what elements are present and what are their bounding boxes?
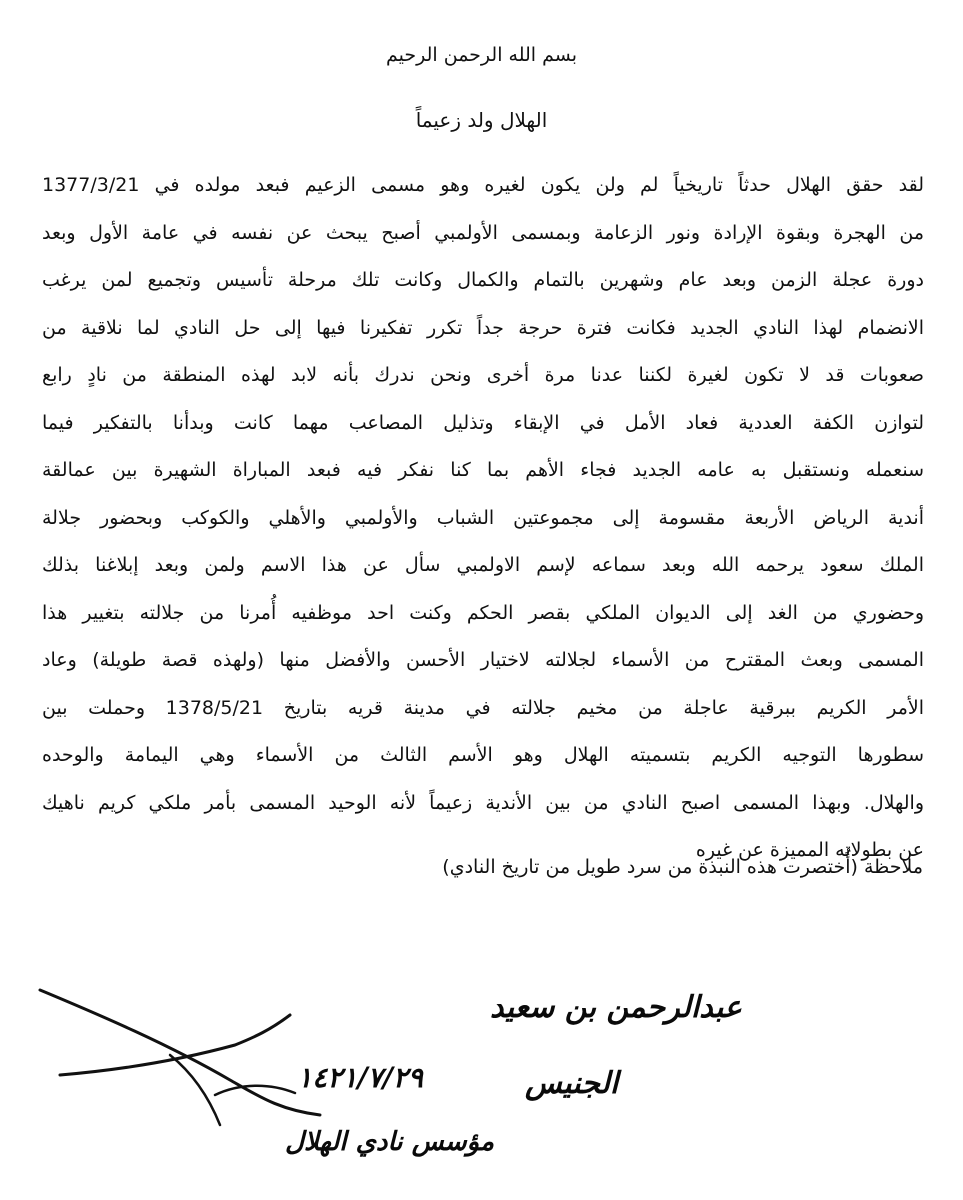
signature-flourish — [40, 990, 320, 1115]
body-line: الملك سعود يرحمه الله وبعد سماعه لإسم الاولمبي سأل عن هذا الاسم ولمن وبعد إبلاغنا بذلك — [42, 554, 924, 576]
body-line: وحضوري من الغد إلى الديوان الملكي بقصر الحكم وكنت احد موظفيه أُمرنا من جلالته بتغيير هذا — [42, 601, 924, 624]
body-line: الأمر الكريم ببرقية عاجلة من مخيم جلالته في مدينة قريه بتاريخ 1378/5/21 وحملت بين — [42, 696, 924, 719]
handwritten-signature — [20, 975, 742, 1175]
signature-flourish — [60, 1015, 290, 1075]
signature-flourish — [170, 1055, 220, 1125]
body-line: عن بطولاته المميزة عن غيره — [695, 839, 924, 861]
signature-name: عبدالرحمن بن سعيد — [490, 990, 742, 1025]
signature-drawing — [20, 975, 742, 1175]
body-line: لتوازن الكفة العددية فعاد الأمل في الإبقاء وتذليل المصاعب مهما كانت وبدأنا بالتفكير فيما — [42, 411, 924, 434]
signature-role: مؤسس نادي الهلال — [285, 1127, 495, 1157]
body-line: أندية الرياض الأربعة مقسومة إلى مجموعتين الشباب والأولمبي والأهلي والكوكب وبحضور جلالة — [42, 506, 924, 529]
body-paragraph — [42, 162, 924, 875]
body-line: سنعمله ونستقبل به عامه الجديد فجاء الأهم بما كنا نفكر فيه فبعد المباراة الشهيرة بين عمالقة — [42, 459, 924, 481]
body-line: المسمى وبعث المقترح من الأسماء لجلالته لاختيار الأحسن والأفضل منها (ولهذه قصة طويلة) وعاد — [42, 649, 924, 671]
document-title: الهلال ولد زعيماً — [415, 108, 548, 132]
signature-date: ١٤٢١/٧/٢٩ — [297, 1061, 423, 1094]
note-text: ملاحظة (أُختصرت هذه النبذة من سرد طويل من تاريخ النادي) — [442, 856, 923, 878]
signature-place: الجنيس — [525, 1066, 619, 1101]
body-line: والهلال. وبهذا المسمى اصبح النادي من بين الأندية زعيماً لأنه الوحيد المسمى بأمر ملكي كريم ناهيك — [42, 791, 924, 814]
body-line: لقد حقق الهلال حدثاً تاريخياً لم ولن يكون لغيره وهو مسمى الزعيم فبعد مولده في 1377/3/21 — [42, 174, 924, 196]
bismillah-heading: بسم الله الرحمن الرحيم — [386, 44, 577, 66]
body-line: الانضمام لهذا النادي الجديد فكانت فترة حرجة جداً تكرر تفكيرنا فيها إلى حل النادي لما نلاقية من — [42, 316, 924, 339]
body-line: سطورها التوجيه الكريم بتسميته الهلال وهو الأسم الثالث من الأسماء وهي اليمامة والوحده — [42, 744, 924, 766]
body-line: دورة عجلة الزمن وبعد عام وشهرين بالتمام والكمال وكانت تلك مرحلة تأسيس وتجميع لمن يرغب — [42, 269, 924, 291]
body-line: صعوبات قد لا تكون لغيرة لكننا عدنا مرة أخرى ونحن ندرك بأنه لابد لهذه المنطقة من نادٍ رابع — [42, 364, 924, 386]
body-line: من الهجرة وبقوة الإرادة ونور الزعامة وبمسمى الأولمبي أصبح يبحث عن نفسه في عامة الأول وبعد — [42, 221, 924, 244]
